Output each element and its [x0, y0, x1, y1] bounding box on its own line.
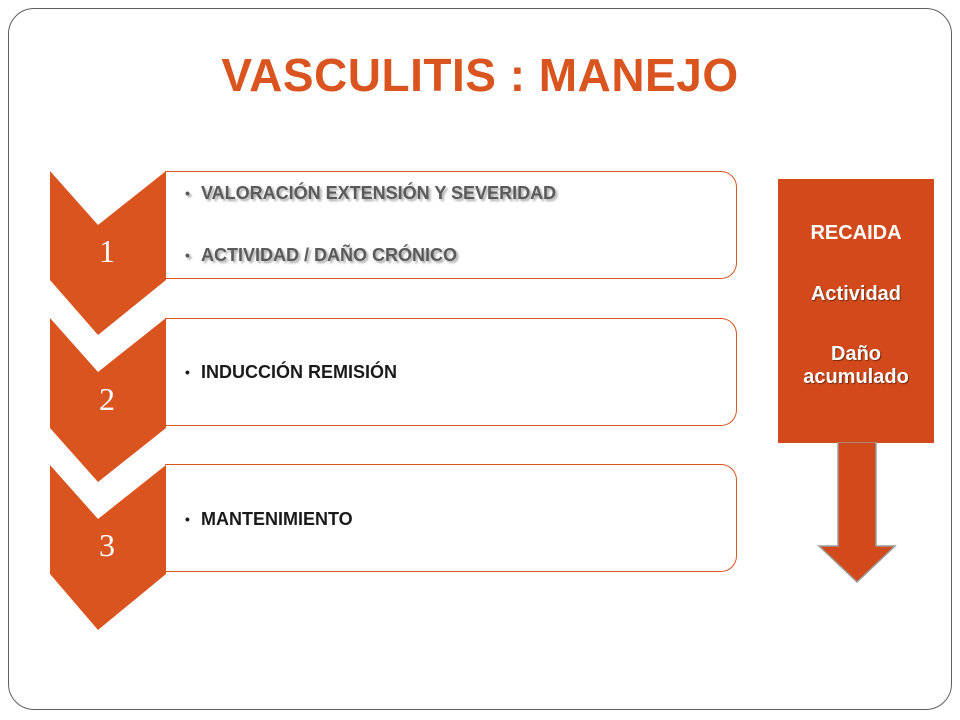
recaida-item-actividad: Actividad — [810, 283, 902, 305]
step-2-chevron — [50, 318, 166, 482]
step-3-bullet-1: • MANTENIMIENTO — [185, 509, 353, 529]
step-1-bullet-2: • ACTIVIDAD / DAÑO CRÓNICO — [185, 245, 457, 265]
step-1-number: 1 — [99, 233, 115, 269]
step-1-chevron — [50, 171, 166, 335]
step-2-bullet-1: • INDUCCIÓN REMISIÓN — [185, 362, 398, 382]
step-3-number: 3 — [99, 527, 115, 563]
bullet-dot: • — [185, 364, 190, 380]
recaida-item-dano: Daño — [831, 343, 881, 365]
bullet-dot: • — [185, 511, 190, 527]
step-2-number: 2 — [99, 381, 115, 417]
recaida-title: RECAIDA — [810, 222, 902, 244]
bullet-dot: • — [185, 247, 190, 263]
slide-title: VASCULITIS : MANEJO — [221, 49, 739, 101]
step-3-chevron — [50, 465, 166, 630]
step-1-bullet-1: • VALORACIÓN EXTENSIÓN Y SEVERIDAD — [185, 183, 557, 203]
down-arrow-icon — [815, 442, 899, 586]
bullet-dot: • — [185, 185, 190, 201]
recaida-item-acumulado: acumulado — [803, 366, 909, 388]
recaida-box — [778, 179, 934, 443]
